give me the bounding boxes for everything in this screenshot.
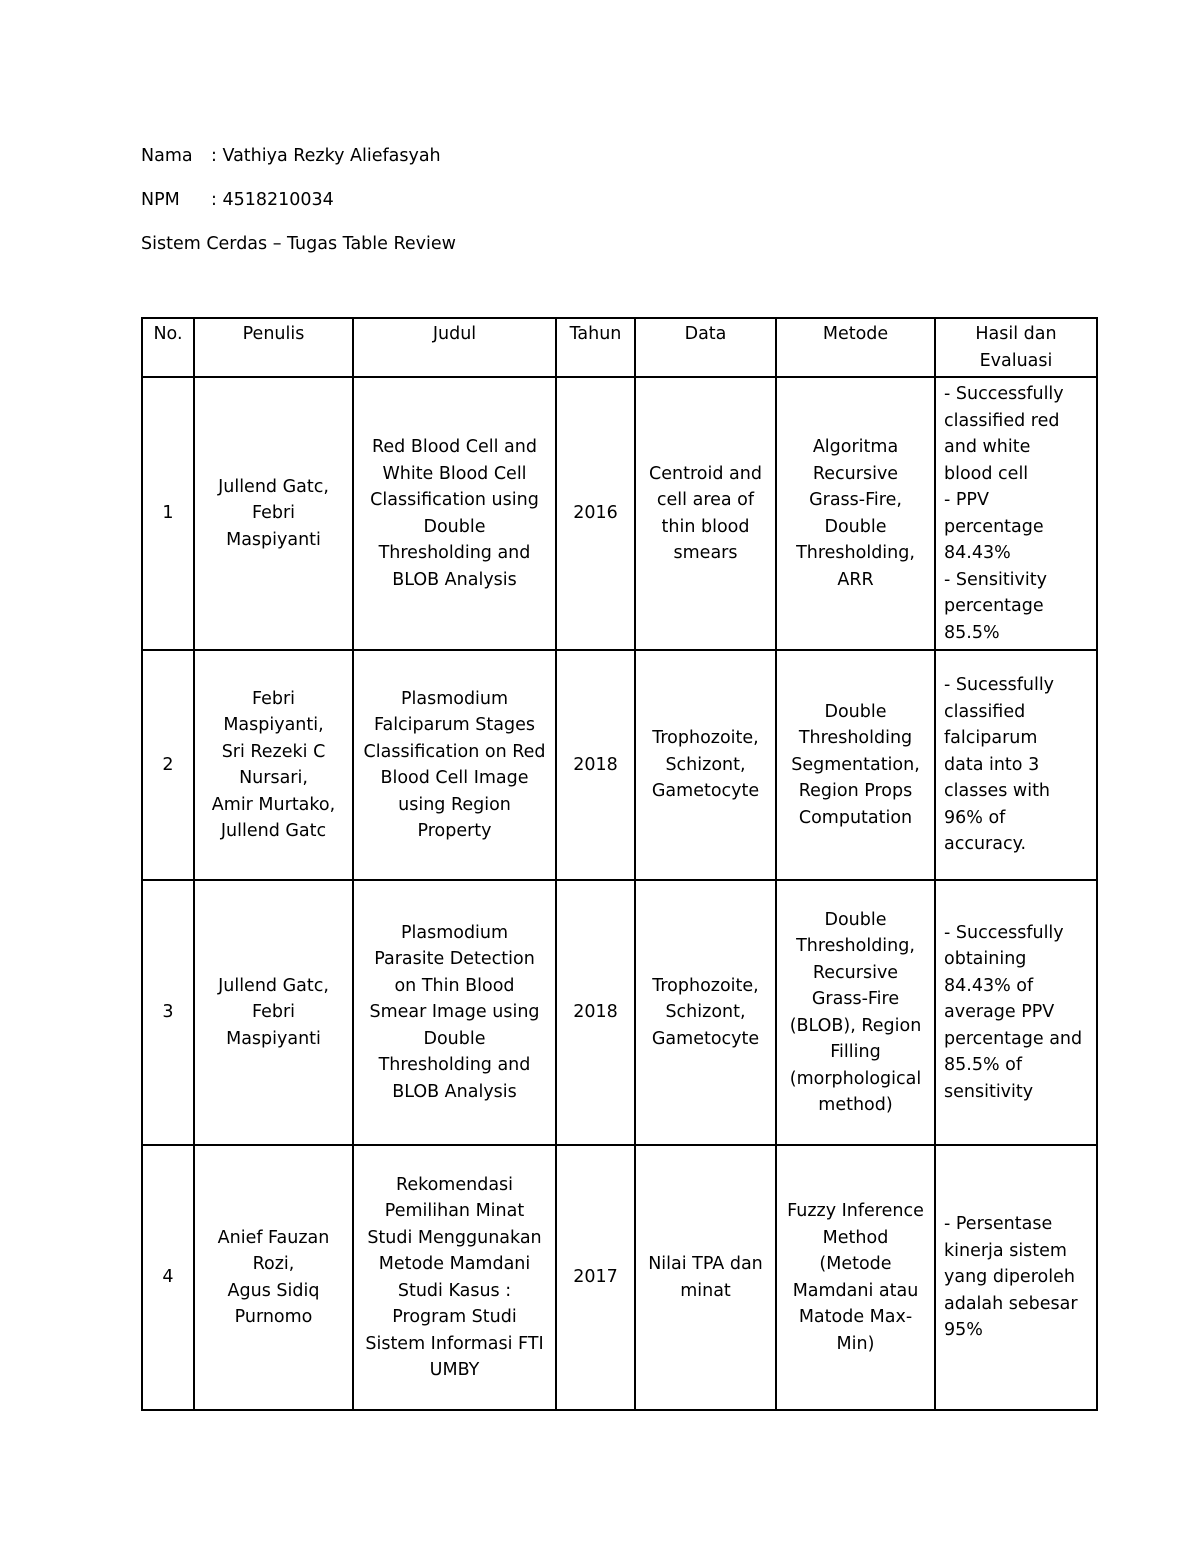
cell-penulis: Jullend Gatc, Febri Maspiyanti	[194, 880, 353, 1145]
cell-hasil: - Persentase kinerja sistem yang diperoleh adalah sebesar 95%	[935, 1145, 1097, 1410]
cell-metode: Double Thresholding Segmentation, Region Props Computation	[776, 650, 935, 880]
subject-line: Sistem Cerdas – Tugas Table Review	[141, 234, 456, 254]
cell-tahun: 2018	[556, 880, 635, 1145]
cell-no: 1	[142, 377, 194, 650]
column-header-hasil: Hasil dan Evaluasi	[935, 318, 1097, 377]
npm-line	[141, 189, 334, 211]
cell-data: Centroid and cell area of thin blood smears	[635, 377, 776, 650]
cell-judul: Rekomendasi Pemilihan Minat Studi Menggunakan Metode Mamdani Studi Kasus : Program Studi Sistem Informasi FTI UMBY	[353, 1145, 556, 1410]
cell-penulis: Jullend Gatc, Febri Maspiyanti	[194, 377, 353, 650]
cell-metode: Algoritma Recursive Grass-Fire, Double Thresholding, ARR	[776, 377, 935, 650]
cell-hasil: - Successfully classified red and white blood cell - PPV percentage 84.43% - Sensitivity percentage 85.5%	[935, 377, 1097, 650]
column-header-penulis: Penulis	[194, 318, 353, 377]
cell-no: 2	[142, 650, 194, 880]
cell-tahun: 2017	[556, 1145, 635, 1410]
cell-judul: Red Blood Cell and White Blood Cell Classification using Double Thresholding and BLOB Analysis	[353, 377, 556, 650]
nama-label: Nama	[141, 146, 193, 166]
cell-data: Trophozoite, Schizont, Gametocyte	[635, 650, 776, 880]
cell-no: 4	[142, 1145, 194, 1410]
table-header-row	[142, 318, 1097, 377]
cell-hasil: - Successfully obtaining 84.43% of average PPV percentage and 85.5% of sensitivity	[935, 880, 1097, 1145]
column-header-metode: Metode	[776, 318, 935, 377]
npm-value: : 4518210034	[211, 190, 334, 210]
nama-value: : Vathiya Rezky Aliefasyah	[211, 146, 441, 166]
cell-judul: Plasmodium Parasite Detection on Thin Blood Smear Image using Double Thresholding and BLOB Analysis	[353, 880, 556, 1145]
cell-metode: Fuzzy Inference Method (Metode Mamdani atau Matode Max- Min)	[776, 1145, 935, 1410]
table-row	[142, 650, 1097, 880]
cell-data: Trophozoite, Schizont, Gametocyte	[635, 880, 776, 1145]
column-header-judul: Judul	[353, 318, 556, 377]
cell-metode: Double Thresholding, Recursive Grass-Fire (BLOB), Region Filling (morphological method)	[776, 880, 935, 1145]
cell-tahun: 2018	[556, 650, 635, 880]
column-header-data: Data	[635, 318, 776, 377]
table-row	[142, 377, 1097, 650]
column-header-tahun: Tahun	[556, 318, 635, 377]
cell-judul: Plasmodium Falciparum Stages Classification on Red Blood Cell Image using Region Property	[353, 650, 556, 880]
cell-no: 3	[142, 880, 194, 1145]
cell-data: Nilai TPA dan minat	[635, 1145, 776, 1410]
nama-line	[141, 145, 441, 167]
cell-tahun: 2016	[556, 377, 635, 650]
table-row	[142, 1145, 1097, 1410]
table-row	[142, 880, 1097, 1145]
cell-hasil: - Sucessfully classified falciparum data into 3 classes with 96% of accuracy.	[935, 650, 1097, 880]
column-header-no: No.	[142, 318, 194, 377]
cell-penulis: Febri Maspiyanti, Sri Rezeki C Nursari, Amir Murtako, Jullend Gatc	[194, 650, 353, 880]
review-table	[141, 317, 1098, 1411]
cell-penulis: Anief Fauzan Rozi, Agus Sidiq Purnomo	[194, 1145, 353, 1410]
npm-label: NPM	[141, 190, 180, 210]
